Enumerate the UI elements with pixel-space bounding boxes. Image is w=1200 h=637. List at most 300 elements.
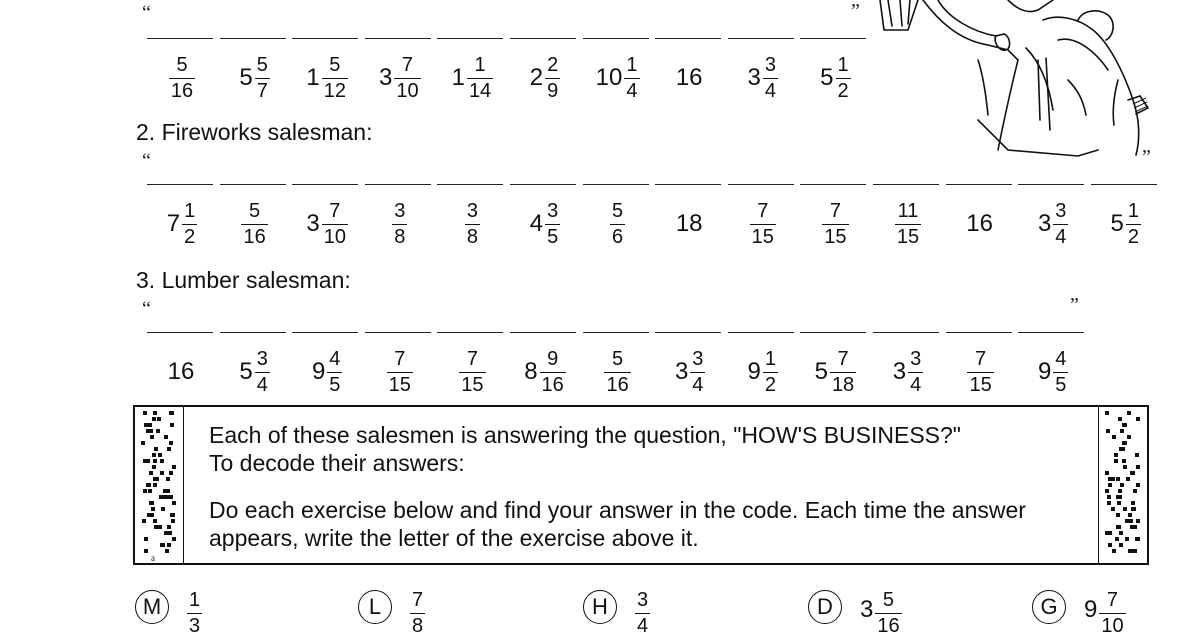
exercise-value (410, 590, 425, 636)
fraction (169, 55, 195, 101)
letter-blank[interactable] (365, 38, 431, 39)
pattern-dot (158, 525, 162, 529)
code-value (806, 48, 864, 108)
pattern-dot (153, 459, 157, 463)
whole-number: 1 (451, 64, 465, 91)
denominator: 4 (692, 374, 704, 396)
pattern-dot (1107, 501, 1111, 505)
pattern-dot (164, 435, 168, 439)
whole-number: 3 (747, 64, 761, 91)
fraction-bar (763, 78, 778, 79)
code-value (661, 342, 719, 402)
numerator: 5 (882, 589, 895, 611)
fraction (604, 349, 630, 395)
numerator: 2 (547, 54, 559, 76)
exercise-value (187, 590, 202, 636)
pattern-dot (149, 429, 153, 433)
pattern-dot (148, 423, 152, 427)
pattern-dot (1118, 417, 1122, 421)
fraction-bar (392, 224, 407, 225)
whole-number: 3 (1037, 210, 1052, 237)
numerator: 1 (764, 348, 777, 370)
pattern-dot (153, 519, 157, 523)
fraction-bar (830, 372, 856, 373)
exercise-item (583, 590, 650, 636)
whole-number: 4 (529, 210, 544, 237)
fraction (182, 201, 197, 247)
row1-close-quote: ” (851, 0, 860, 22)
numerator: 5 (612, 348, 624, 370)
fraction (763, 349, 778, 395)
fraction (1126, 201, 1141, 247)
fraction (322, 201, 348, 247)
whole-number: 5 (814, 358, 828, 385)
pattern-dot (1123, 441, 1127, 445)
fraction (635, 590, 650, 636)
pattern-dot (153, 483, 157, 487)
fraction-bar (241, 224, 267, 225)
fraction (690, 349, 705, 395)
fraction (255, 349, 270, 395)
letter-blank[interactable] (365, 332, 431, 333)
pattern-dot (171, 513, 175, 517)
pattern-dot (1133, 525, 1137, 529)
exercise-letter: G (1032, 590, 1066, 624)
instruction-line-3: Do each exercise below and find your answer in the code. Each time the answer (209, 497, 1026, 523)
letter-blank[interactable] (437, 38, 503, 39)
fraction-bar (1053, 372, 1068, 373)
letter-blank[interactable] (800, 38, 866, 39)
denominator: 10 (1101, 615, 1124, 637)
pattern-dot (1108, 531, 1112, 535)
fraction (967, 349, 993, 395)
letter-blank[interactable] (583, 38, 649, 39)
exercise-letter: L (358, 590, 392, 624)
fraction-bar (322, 224, 348, 225)
denominator: 8 (466, 226, 478, 248)
strip-mark: a (151, 553, 155, 563)
numerator: 7 (975, 348, 987, 370)
pattern-dot (167, 447, 171, 451)
denominator: 15 (751, 226, 774, 248)
denominator: 16 (541, 374, 564, 396)
pattern-dot (160, 543, 164, 547)
letter-blank[interactable] (292, 38, 358, 39)
pattern-dot (169, 441, 173, 445)
pattern-dot (160, 471, 164, 475)
salesman-cartoon-image (878, 0, 1168, 160)
whole-number: 5 (239, 358, 253, 385)
pattern-dot (1108, 477, 1112, 481)
denominator: 6 (612, 226, 624, 248)
fraction-bar (610, 224, 625, 225)
denominator: 4 (626, 80, 638, 102)
denominator: 7 (256, 80, 268, 102)
fraction-bar (410, 613, 425, 614)
letter-blank[interactable] (147, 184, 213, 185)
code-value (516, 48, 574, 108)
answer-row-3 (0, 332, 1200, 412)
row1-open-quote: “ (142, 2, 151, 24)
fraction-bar (394, 78, 420, 79)
code-value (1024, 194, 1082, 254)
code-value (443, 194, 501, 254)
letter-blank[interactable] (365, 184, 431, 185)
fraction-bar (635, 613, 650, 614)
letter-blank[interactable] (1018, 184, 1084, 185)
whole-number: 16 (675, 64, 703, 91)
code-value (153, 48, 211, 108)
fraction-bar (169, 78, 195, 79)
fraction-bar (908, 372, 923, 373)
pattern-dot (1108, 543, 1112, 547)
fraction (610, 201, 625, 247)
numerator: 1 (189, 589, 201, 611)
whole-number: 3 (860, 596, 874, 623)
letter-blank[interactable] (510, 332, 576, 333)
denominator: 4 (637, 615, 649, 637)
code-value (516, 194, 574, 254)
numerator: 3 (547, 200, 559, 222)
fraction-bar (545, 224, 560, 225)
decorative-strip-left (135, 407, 184, 563)
numerator: 7 (837, 348, 849, 370)
exercise-item (1032, 590, 1126, 636)
numerator: 5 (249, 200, 261, 222)
letter-blank[interactable] (220, 38, 286, 39)
pattern-dot (154, 447, 158, 451)
code-value (226, 194, 284, 254)
pattern-dot (1136, 465, 1140, 469)
letter-blank[interactable] (220, 184, 286, 185)
pattern-dot (1129, 519, 1133, 523)
pattern-dot (1106, 429, 1110, 433)
code-value (298, 342, 356, 402)
fraction (822, 201, 848, 247)
letter-blank[interactable] (946, 184, 1012, 185)
fraction-bar (895, 224, 921, 225)
code-value (443, 342, 501, 402)
fraction-bar (1099, 613, 1125, 614)
pattern-dot (157, 417, 161, 421)
pattern-dot (146, 459, 150, 463)
numerator: 3 (256, 348, 268, 370)
numerator: 7 (329, 200, 341, 222)
pattern-dot (172, 501, 176, 505)
whole-number: 16 (167, 358, 195, 385)
fraction (387, 349, 413, 395)
pattern-dot (148, 489, 152, 493)
pattern-dot (1114, 453, 1118, 457)
letter-blank[interactable] (728, 184, 794, 185)
fraction-bar (1126, 224, 1141, 225)
denominator: 16 (606, 374, 629, 396)
fraction (465, 201, 480, 247)
fraction (836, 55, 851, 101)
whole-number: 8 (524, 358, 538, 385)
pattern-dot (1119, 543, 1123, 547)
fraction-bar (467, 78, 493, 79)
whole-number: 9 (747, 358, 761, 385)
letter-blank[interactable] (728, 332, 794, 333)
letter-blank[interactable] (437, 184, 503, 185)
numerator: 7 (394, 348, 406, 370)
fraction-bar (604, 372, 630, 373)
numerator: 11 (897, 200, 919, 222)
pattern-dot (167, 543, 171, 547)
instruction-line-1: Each of these salesmen is answering the question, "HOW'S BUSINESS?" (209, 422, 961, 448)
numerator: 5 (329, 54, 341, 76)
whole-number: 3 (306, 210, 320, 237)
whole-number: 9 (311, 358, 326, 385)
whole-number: 3 (674, 358, 689, 385)
denominator: 5 (547, 226, 559, 248)
letter-blank[interactable] (946, 332, 1012, 333)
whole-number: 10 (595, 64, 623, 91)
fraction (1099, 590, 1125, 636)
letter-blank[interactable] (728, 38, 794, 39)
whole-number: 18 (675, 210, 703, 237)
pattern-dot (144, 537, 148, 541)
pattern-dot (166, 477, 170, 481)
row2-label: 2. Fireworks salesman: (136, 119, 373, 145)
fraction-bar (763, 372, 778, 373)
pattern-dot (1120, 429, 1124, 433)
denominator: 4 (910, 374, 922, 396)
pattern-dot (169, 471, 173, 475)
denominator: 4 (1055, 226, 1067, 248)
pattern-dot (169, 411, 173, 415)
letter-blank[interactable] (655, 332, 721, 333)
fraction-bar (750, 224, 776, 225)
denominator: 4 (764, 80, 777, 102)
denominator: 16 (243, 226, 266, 248)
denominator: 4 (256, 374, 268, 396)
pattern-dot (1135, 453, 1139, 457)
pattern-dot (1123, 423, 1127, 427)
fraction-bar (624, 78, 639, 79)
pattern-dot (1115, 537, 1119, 541)
denominator: 2 (1127, 226, 1140, 248)
pattern-dot (170, 423, 174, 427)
pattern-dot (166, 489, 170, 493)
numerator: 3 (692, 348, 704, 370)
whole-number: 2 (529, 64, 544, 91)
pattern-dot (154, 525, 158, 529)
fraction (255, 55, 270, 101)
whole-number: 3 (378, 64, 393, 91)
fraction (540, 349, 566, 395)
letter-blank[interactable] (437, 332, 503, 333)
pattern-dot (1105, 489, 1109, 493)
fraction (1053, 349, 1068, 395)
fraction (322, 55, 348, 101)
numerator: 7 (1106, 589, 1119, 611)
pattern-dot (153, 477, 157, 481)
fraction (875, 590, 901, 636)
letter-blank[interactable] (800, 332, 866, 333)
pattern-dot (161, 507, 165, 511)
pattern-dot (1112, 549, 1116, 553)
pattern-dot (171, 519, 175, 523)
exercise-item (358, 590, 425, 636)
letter-blank[interactable] (873, 184, 939, 185)
fraction-bar (255, 372, 270, 373)
code-value (879, 342, 937, 402)
letter-blank[interactable] (583, 184, 649, 185)
letter-blank[interactable] (292, 332, 358, 333)
letter-blank[interactable] (147, 332, 213, 333)
pattern-dot (1119, 531, 1123, 535)
letter-blank[interactable] (220, 332, 286, 333)
pattern-dot (1128, 513, 1132, 517)
pattern-dot (1123, 507, 1127, 511)
denominator: 5 (329, 374, 341, 396)
pattern-dot (144, 549, 148, 553)
code-value (516, 342, 574, 402)
numerator: 9 (547, 348, 559, 370)
pattern-dot (163, 495, 167, 499)
pattern-dot (1112, 435, 1116, 439)
fraction (750, 201, 776, 247)
code-value (806, 194, 864, 254)
pattern-dot (1107, 495, 1111, 499)
pattern-dot (150, 501, 154, 505)
pattern-dot (1120, 483, 1124, 487)
letter-blank[interactable] (1091, 184, 1157, 185)
pattern-dot (1116, 477, 1120, 481)
denominator: 2 (837, 80, 849, 102)
whole-number: 1 (306, 64, 320, 91)
pattern-dot (143, 489, 147, 493)
fraction-bar (255, 78, 270, 79)
code-value (153, 342, 211, 402)
instruction-panel (133, 405, 1149, 565)
pattern-dot (1122, 459, 1126, 463)
numerator: 1 (1127, 200, 1140, 222)
letter-blank[interactable] (147, 38, 213, 39)
numerator: 7 (466, 348, 478, 370)
pattern-dot (150, 435, 154, 439)
pattern-dot (152, 465, 156, 469)
code-value (298, 194, 356, 254)
pattern-dot (156, 429, 160, 433)
letter-blank[interactable] (800, 184, 866, 185)
numerator: 1 (837, 54, 849, 76)
fraction-bar (822, 224, 848, 225)
pattern-dot (1108, 483, 1112, 487)
numerator: 3 (1055, 200, 1067, 222)
fraction (392, 201, 407, 247)
fraction (763, 55, 778, 101)
letter-blank[interactable] (510, 38, 576, 39)
exercise-item (808, 590, 902, 636)
letter-blank[interactable] (873, 332, 939, 333)
numerator: 7 (757, 200, 769, 222)
denominator: 9 (547, 80, 559, 102)
pattern-dot (149, 471, 153, 475)
denominator: 2 (184, 226, 196, 248)
fraction (545, 55, 560, 101)
instruction-line-4: appears, write the letter of the exercise above it. (209, 525, 699, 551)
numerator: 5 (612, 200, 624, 222)
numerator: 1 (474, 54, 486, 76)
numerator: 3 (394, 200, 406, 222)
denominator: 10 (323, 226, 346, 248)
fraction-bar (967, 372, 993, 373)
code-value (952, 342, 1010, 402)
exercise-value (1084, 590, 1126, 636)
denominator: 15 (388, 374, 411, 396)
pattern-dot (165, 549, 169, 553)
fraction-bar (182, 224, 197, 225)
numerator: 3 (637, 589, 649, 611)
pattern-dot (172, 465, 176, 469)
pattern-dot (142, 519, 146, 523)
pattern-dot (160, 459, 164, 463)
letter-blank[interactable] (292, 184, 358, 185)
pattern-dot (150, 513, 154, 517)
pattern-dot (1118, 489, 1122, 493)
row3-close-quote: ” (1070, 294, 1079, 316)
fraction-bar (545, 78, 560, 79)
code-value (1097, 194, 1155, 254)
denominator: 5 (1055, 374, 1067, 396)
fraction-bar (327, 372, 342, 373)
letter-blank[interactable] (655, 184, 721, 185)
code-value (443, 48, 501, 108)
exercise-value (635, 590, 650, 636)
fraction-bar (465, 224, 480, 225)
letter-blank[interactable] (1018, 332, 1084, 333)
letter-blank[interactable] (510, 184, 576, 185)
decorative-strip-right (1098, 407, 1147, 563)
numerator: 5 (256, 54, 268, 76)
exercise-item (135, 590, 202, 636)
fraction-bar (1053, 224, 1068, 225)
fraction (394, 55, 420, 101)
code-value (1024, 342, 1082, 402)
fraction (467, 55, 493, 101)
pattern-dot (1133, 489, 1137, 493)
denominator: 15 (969, 374, 992, 396)
letter-blank[interactable] (655, 38, 721, 39)
fraction (624, 55, 639, 101)
code-value (806, 342, 864, 402)
letter-blank[interactable] (583, 332, 649, 333)
pattern-dot (1130, 471, 1134, 475)
fraction (545, 201, 560, 247)
whole-number: 5 (1110, 210, 1124, 237)
row2-close-quote: ” (1142, 146, 1151, 168)
pattern-dot (167, 525, 171, 529)
pattern-dot (1105, 411, 1109, 415)
code-value (661, 194, 719, 254)
exercise-letter: M (135, 590, 169, 624)
exercise-letter: H (583, 590, 617, 624)
denominator: 15 (896, 226, 920, 248)
instruction-line-2: To decode their answers: (209, 450, 465, 476)
pattern-dot (1135, 537, 1139, 541)
fraction-bar (690, 372, 705, 373)
code-value (371, 194, 429, 254)
answer-row-2 (0, 184, 1200, 264)
numerator: 7 (412, 589, 424, 611)
pattern-dot (1105, 471, 1109, 475)
pattern-dot (1123, 465, 1127, 469)
fraction-bar (540, 372, 566, 373)
pattern-dot (1126, 477, 1130, 481)
